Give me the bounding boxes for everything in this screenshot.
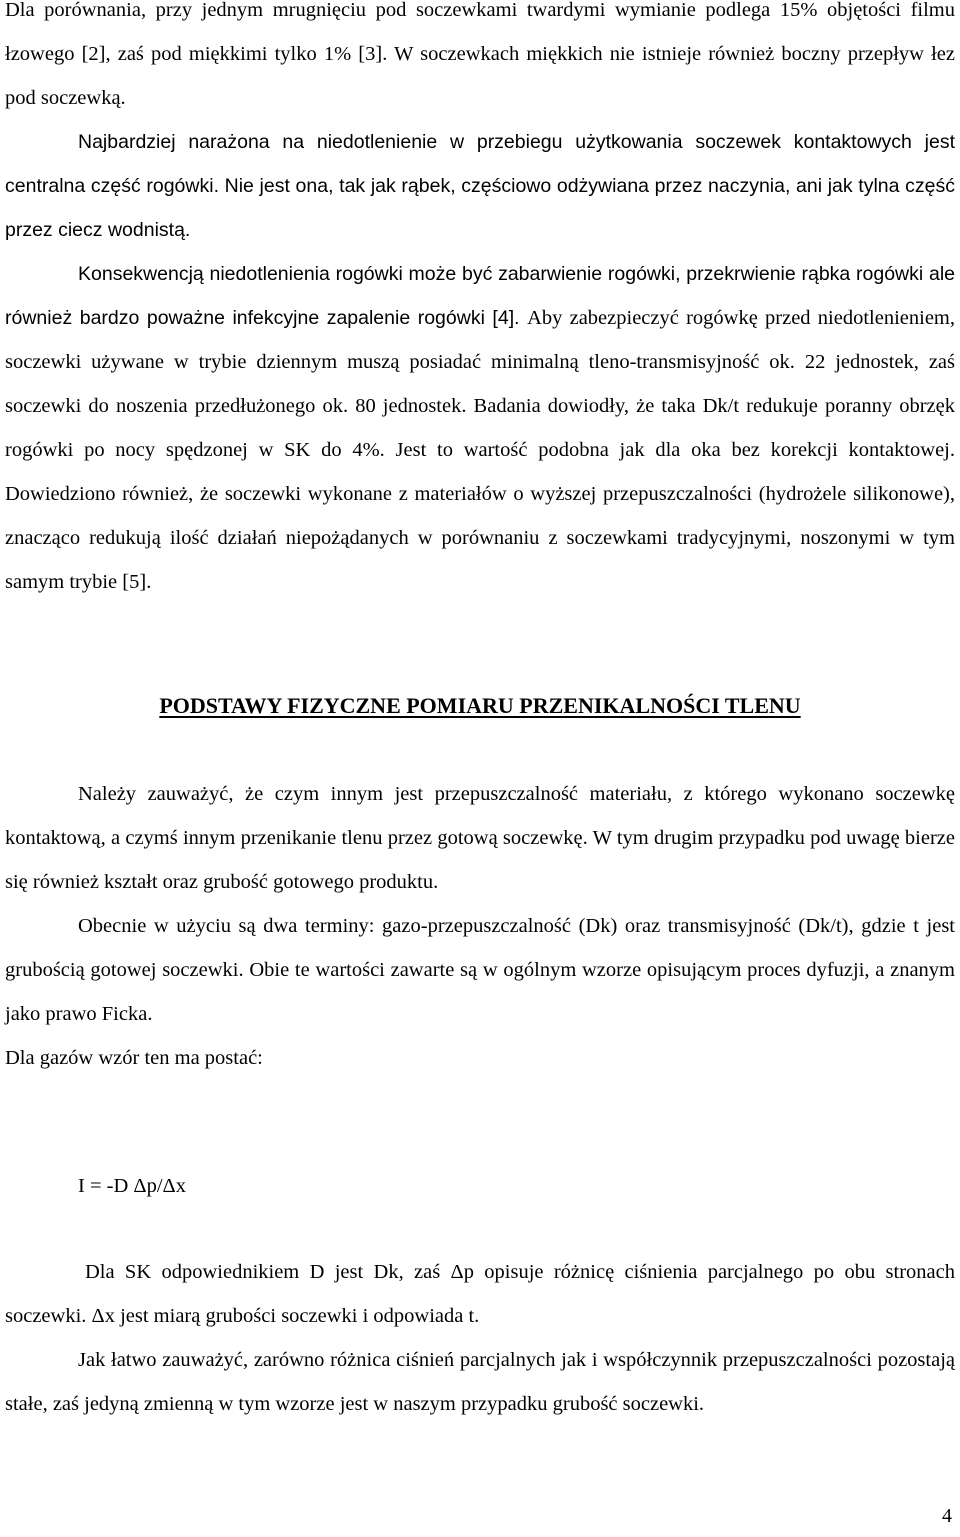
page-number: 4 — [942, 1505, 952, 1527]
paragraph-conclusion: Jak łatwo zauważyć, zarówno różnica ciśnień parcjalnych jak i współczynnik przepuszczalności pozostają stałe, zaś jedyną zmienną w tym wzorze jest w naszym przypadku grubość soczewki. — [5, 1349, 955, 1415]
fick-formula: I = -D Δp/Δx — [78, 1175, 186, 1197]
paragraph-dk-explanation — [5, 1250, 955, 1338]
text-dk-explanation: Dla SK odpowiednikiem D jest Dk, zaś Δp opisuje różnicę ciśnienia parcjalnego po obu stronach soczewki. Δx jest miarą grubości soczewki i odpowiada t. — [5, 1261, 955, 1327]
paragraph-permeability: Należy zauważyć, że czym innym jest przepuszczalność materiału, z którego wykonano soczewkę kontaktową, a czymś innym przenikanie tlenu przez gotową soczewkę. W tym drugim przypadku pod uwagę bierze się również kształt oraz grubość gotowego produktu. — [5, 783, 955, 893]
paragraph-tear-exchange — [5, 0, 955, 120]
section-heading-wrap — [5, 684, 955, 728]
text-tear-exchange: Dla porównania, przy jednym mrugnięciu pod soczewkami twardymi wymianie podlega 15% objętości filmu łzowego [2], zaś pod miękkimi tylko 1% [3]. W soczewkach miękkich nie istnieje również boczny przepływ łez pod soczewką. — [5, 0, 955, 109]
paragraph-consequences — [5, 252, 955, 604]
text-central-cornea: Najbardziej narażona na niedotlenienie w przebiegu użytkowania soczewek kontaktowych jest centralna część rogówki. Nie jest ona, tak jak rąbek, częściowo odżywiana przez naczynia, ani jak tylna część przez ciecz wodnistą. — [5, 131, 955, 241]
section-heading: PODSTAWY FIZYCZNE POMIARU PRZENIKALNOŚCI TLENU — [159, 693, 801, 718]
text-transmissibility: Aby zabezpieczyć rogówkę przed niedotlenieniem, soczewki używane w trybie dziennym muszą posiadać minimalną tleno-transmisyjność ok. 22 jednostek, zaś soczewki do noszenia przedłużonego ok. 80 jednostek. Badania dowiodły, że taka Dk/t redukuje poranny obrzęk rogówki po nocy spędzonej w SK do 4%. Jest to wartość podobna jak dla oka bez korekcji kontaktowej. Dowiedziono również, że soczewki wykonane z materiałów o wyższej przepuszczalności (hydrożele silikonowe), znacząco redukują ilość działań niepożądanych w porównaniu z soczewkami tradycyjnymi, noszonymi w tym samym trybie [5]. — [5, 307, 955, 593]
explanation-block — [5, 1250, 955, 1426]
main-block — [5, 772, 955, 1080]
formula-wrap — [5, 1164, 955, 1208]
paragraph-central-cornea — [5, 120, 955, 252]
intro-block — [5, 0, 955, 604]
text-consequences: Konsekwencją niedotlenienia rogówki może być zabarwienie rogówki, przekrwienie rąbka rogówki ale również bardzo poważne infekcyjne zapalenie rogówki [4]. — [5, 263, 955, 329]
paragraph-gas-formula-intro: Dla gazów wzór ten ma postać: — [5, 1047, 263, 1069]
paragraph-terms: Obecnie w użyciu są dwa terminy: gazo-przepuszczalność (Dk) oraz transmisyjność (Dk/t), gdzie t jest grubością gotowej soczewki. Obie te wartości zawarte są w ogólnym wzorze opisującym proces dyfuzji, a znanym jako prawo Ficka. — [5, 915, 955, 1025]
